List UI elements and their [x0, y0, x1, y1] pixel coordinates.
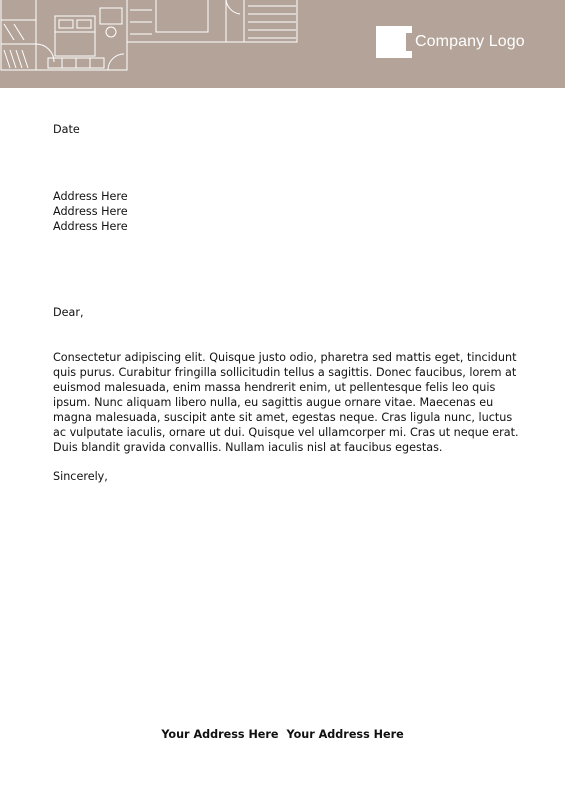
letterhead-band: [0, 0, 565, 88]
recipient-address-line: Address Here: [53, 190, 128, 203]
footer-address: Your Address Here: [161, 728, 279, 741]
recipient-address-line: Address Here: [53, 205, 128, 218]
logo-mark-icon: [376, 26, 412, 58]
letter-date: Date: [53, 123, 80, 136]
footer-address: Your Address Here: [286, 728, 404, 741]
letter-salutation: Dear,: [53, 306, 84, 319]
company-logo-text: Company Logo: [415, 33, 525, 50]
floorplan-icon: [0, 0, 300, 88]
footer-addresses: [0, 728, 565, 741]
recipient-address-line: Address Here: [53, 220, 128, 233]
letter-closing: Sincerely,: [53, 470, 108, 483]
letter-body: Consectetur adipiscing elit. Quisque justo odio, pharetra sed mattis eget, tincidunt quis purus. Curabitur fringilla sollicitudin tellus a sagittis. Donec faucibus, lorem at euismod malesuada, enim massa hendrerit enim, ut pellentesque felis leo quis ipsum. Nunc aliquam libero nulla, eu sagittis augue ornare vitae. Maecenas eu magna malesuada, suscipit ante sit amet, egestas neque. Cras ligula nunc, luctus ac vulputate iaculis, ornare ut dui. Quisque vel ullamcorper mi. Cras ut neque erat. Duis blandit gravida convallis. Nullam iaculis nisl at faucibus egestas.: [53, 351, 519, 454]
company-logo: [376, 26, 525, 58]
